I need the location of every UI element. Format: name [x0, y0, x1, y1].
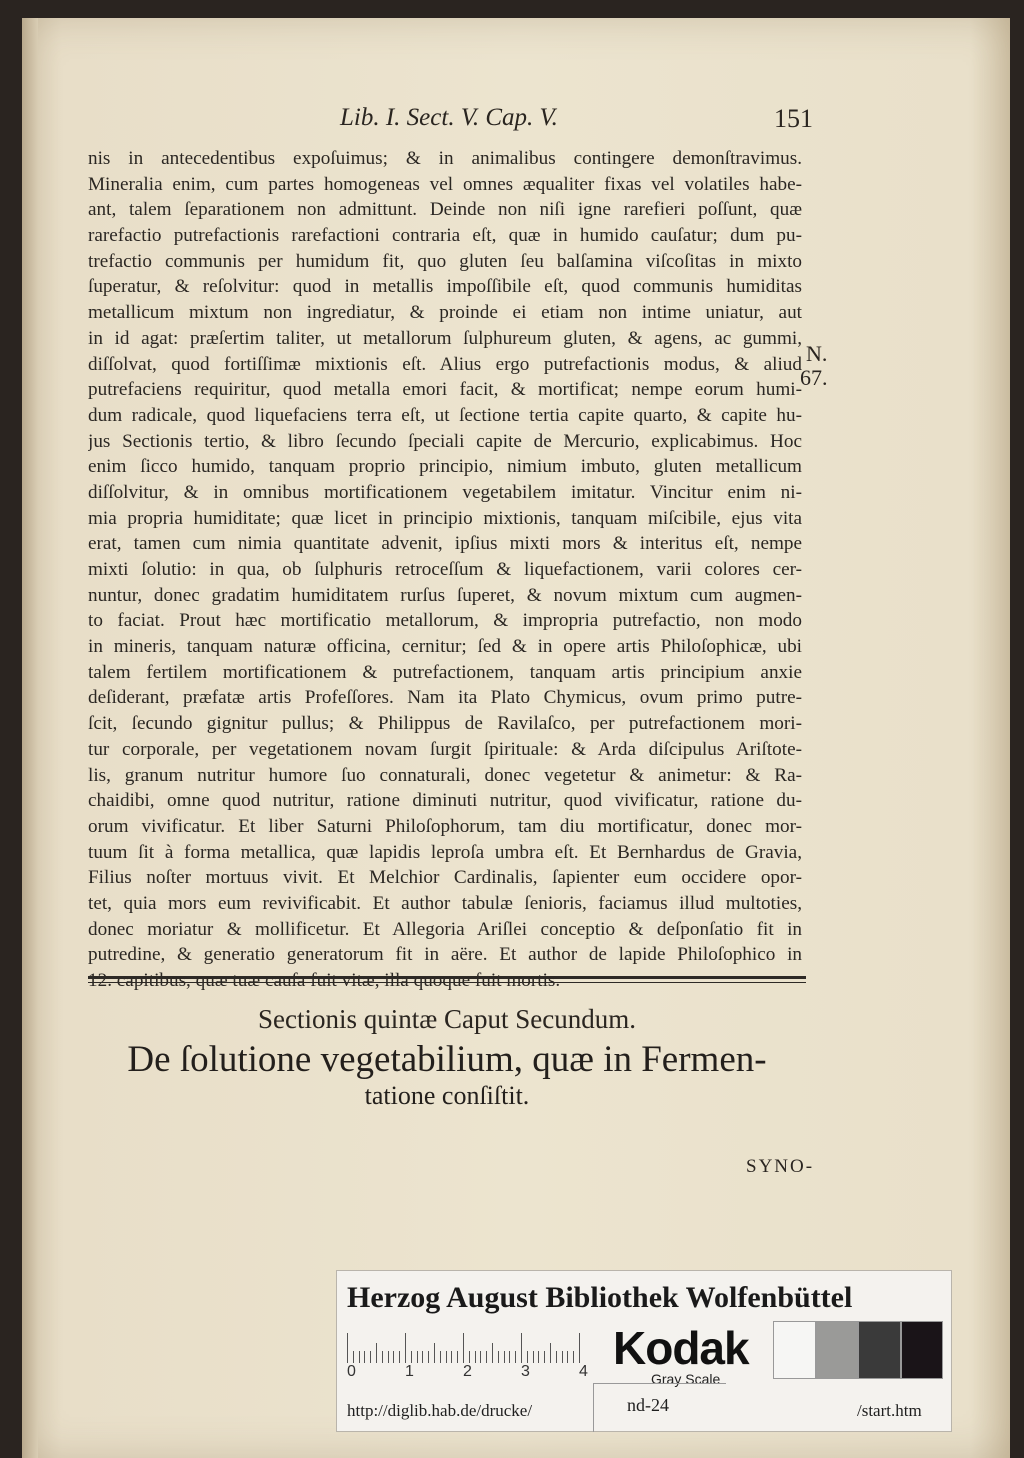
ruler-tick — [463, 1333, 464, 1363]
section-rule — [88, 976, 806, 983]
body-line: ſuperatur, & reſolvitur: quod in metallis impoſſibile eſt, quod communis humiditas — [88, 276, 802, 298]
ruler-tick — [405, 1333, 406, 1363]
ruler-tick — [457, 1351, 458, 1363]
ruler-tick — [521, 1333, 522, 1363]
ruler-tick — [376, 1343, 377, 1363]
ruler-tick — [370, 1351, 371, 1363]
ruler-tick — [550, 1343, 551, 1363]
ruler-tick — [353, 1351, 354, 1363]
body-line: donec moriatur & mollificetur. Et Allegoria Ariſlei conceptio & deſponſatio fit in — [88, 918, 802, 940]
ruler-tick — [422, 1351, 423, 1363]
ruler-tick — [411, 1351, 412, 1363]
ruler-tick — [538, 1351, 539, 1363]
chapter-title — [88, 1039, 806, 1114]
ruler-tick — [359, 1351, 360, 1363]
body-line: ſcit, ſecundo gignitur pullus; & Philippus de Ravilaſco, per putrefactionem mori- — [88, 713, 802, 735]
body-line: orum vivificatur. Et liber Saturni Philoſophorum, tam diu mortificatur, donec mor- — [88, 815, 802, 837]
ruler-tick — [347, 1333, 348, 1363]
marginal-note-line: 67. — [800, 365, 828, 390]
body-line: trefactio communis per humidum fit, quo gluten ſeu balſamina viſcoſitas in mixto — [88, 250, 802, 272]
kodak-logo: Kodak — [613, 1322, 749, 1374]
ruler-tick — [504, 1351, 505, 1363]
ruler-tick — [480, 1351, 481, 1363]
body-line: tet, quia mors eum revivificabit. Et author tabulæ ſenioris, faciamus illud multoties, — [88, 892, 802, 914]
ruler-tick — [393, 1351, 394, 1363]
body-line: mixti ſolutio: in qua, ob ſulphuris retroceſſum & liquefactionem, varii colores cer- — [88, 559, 802, 580]
body-line: Mineralia enim, cum partes homogeneas vel omnes æqualiter fixas vel volatiles habe- — [88, 173, 802, 195]
library-name: Herzog August Bibliothek Wolfenbüttel — [347, 1281, 853, 1314]
ruler-numbers — [347, 1363, 597, 1383]
ruler-tick — [579, 1333, 580, 1363]
catchword: SYNO- — [746, 1156, 815, 1177]
marginal-note-line: N. — [806, 341, 828, 366]
body-line: putrefaciens requiritur, quod metalla emori facit, & mortificat; nempe eorum humi- — [88, 379, 802, 401]
ruler-tick — [388, 1351, 389, 1363]
ruler-tick — [475, 1351, 476, 1363]
body-line: chaidibi, omne quod nutritur, ratione diminuti nutritur, quod vivificatur, ratione du- — [88, 790, 802, 812]
body-line: nis in antecedentibus expoſuimus; & in animalibus contingere demonſtravimus. — [88, 148, 802, 169]
ruler-tick — [562, 1351, 563, 1363]
body-line: erat, tamen cum nimia quantitate advenit, ipſius mixti mors & interitus eſt, nempe — [88, 533, 802, 555]
gray-swatch — [858, 1321, 901, 1379]
gray-swatch — [901, 1321, 944, 1379]
ruler-tick — [364, 1351, 365, 1363]
ruler-tick — [527, 1351, 528, 1363]
body-line: talem fertilem mortificationem & putrefactionem, tanquam artis principium anxie — [88, 661, 802, 683]
ruler-tick — [446, 1351, 447, 1363]
body-line: enim ſicco humido, tanquam proprio principio, nimium imbuto, gluten metallicum — [88, 456, 802, 478]
body-line: tuum ſit à forma metallica, quæ lapidis leproſa umbra eſt. Et Bernhardus de Gravia, — [88, 841, 802, 863]
ruler-tick — [544, 1351, 545, 1363]
body-text — [88, 146, 802, 994]
archive-label — [336, 1270, 952, 1432]
page-number: 151 — [774, 104, 813, 133]
gray-swatch — [816, 1321, 859, 1379]
section-heading: Sectionis quintæ Caput Secundum. — [258, 1004, 636, 1034]
body-line: diſſolvat, quod fortiſſimæ mixtionis eſt. Alius ergo putrefactionis modus, & aliud — [88, 353, 802, 375]
url-suffix: /start.htm — [857, 1401, 922, 1420]
ruler-tick — [492, 1343, 493, 1363]
body-line: jus Sectionis tertio, & libro ſecundo ſpeciali capite de Mercurio, explicabimus. Hoc — [88, 430, 802, 452]
ruler-scale — [347, 1329, 587, 1363]
chapter-title-line: tatione conſiſtit. — [364, 1081, 530, 1110]
ruler-tick — [440, 1351, 441, 1363]
ruler-number: 0 — [347, 1363, 356, 1380]
body-line: dum radicale, quod liquefaciens terra eſt, ut ſectione tertia capite quarto, & capite hu- — [88, 404, 802, 426]
running-head — [22, 104, 1010, 144]
ruler-number: 3 — [521, 1363, 530, 1380]
ruler-tick — [509, 1351, 510, 1363]
body-line: deſiderant, præfatæ artis Profeſſores. Nam ita Plato Chymicus, ovum primo putre- — [88, 687, 802, 709]
ruler-tick — [428, 1351, 429, 1363]
ruler-tick — [486, 1351, 487, 1363]
ruler-number: 1 — [405, 1363, 414, 1380]
ruler-tick — [573, 1351, 574, 1363]
gray-scale-swatches — [773, 1321, 943, 1377]
body-line: metallicum mixtum non ingrediatur, & proinde ei etiam non intime uniatur, aut — [88, 302, 802, 324]
ruler-tick — [515, 1351, 516, 1363]
gray-swatch — [773, 1321, 816, 1379]
body-line: to faciat. Prout hæc mortificatio metallorum, & impropria putrefactio, non modo — [88, 610, 802, 632]
body-line: tur corporale, per vegetationem novam ſurgit ſpirituale: & Arda diſcipulus Ariſtote- — [88, 738, 802, 760]
shelfmark: nd-24 — [627, 1395, 669, 1415]
body-line: putredine, & generatio generatorum fit in aëre. Et author de lapide Philoſophico in — [88, 944, 802, 966]
ruler-tick — [556, 1351, 557, 1363]
ruler-number: 2 — [463, 1363, 472, 1380]
gray-scale-label: Gray Scale — [651, 1371, 721, 1387]
body-line: mia propria humiditate; quæ licet in principio mixtionis, tanquam miſcibile, ejus vita — [88, 507, 802, 529]
ruler-tick — [498, 1351, 499, 1363]
chapter-title-line: De ſolutione vegetabilium, quæ in Fermen- — [127, 1039, 767, 1080]
body-line: lis, granum nutritur humore ſuo connaturali, donec vegetetur & animetur: & Ra- — [88, 764, 802, 786]
page-gutter — [22, 18, 38, 1458]
running-head-title: Lib. I. Sect. V. Cap. V. — [340, 104, 558, 131]
ruler-tick — [434, 1343, 435, 1363]
body-line: 12. capitibus, quæ tuæ cauſa fuit vitæ, illa quoque fuit mortis. — [88, 970, 561, 991]
body-line: Filius noſter mortuus vivit. Et Melchior Cardinalis, ſapienter eum occidere opor- — [88, 867, 802, 889]
body-line: diſſolvitur, & in omnibus mortificationem vegetabilem imitatur. Vincitur enim ni- — [88, 481, 802, 503]
book-page — [22, 18, 1010, 1458]
ruler-tick — [469, 1351, 470, 1363]
body-line: ant, talem ſeparationem non admittunt. Deinde non niſi igne rarefieri poſſunt, quæ — [88, 199, 802, 221]
ruler-tick — [399, 1351, 400, 1363]
marginal-note — [800, 341, 828, 390]
ruler-tick — [533, 1351, 534, 1363]
ruler-tick — [567, 1351, 568, 1363]
ruler-tick — [451, 1351, 452, 1363]
body-line: rarefactio putrefactionis rarefactioni contraria eſt, quæ in humido cauſatur; dum pu- — [88, 225, 802, 247]
body-line: in mineris, tanquam naturæ officina, cernitur; ſed & in opere artis Philoſophicæ, ubi — [88, 636, 802, 658]
url-prefix: http://diglib.hab.de/drucke/ — [347, 1401, 533, 1420]
body-line: in id agat: præſertim taliter, ut metallorum ſulphureum gluten, & agens, ac gummi, — [88, 327, 802, 349]
ruler-number: 4 — [579, 1363, 588, 1380]
ruler-tick — [382, 1351, 383, 1363]
body-line: nuntur, donec gradatim humiditatem rurſus ſuperet, & novum mixtum cum augmen- — [88, 584, 802, 606]
ruler-tick — [417, 1351, 418, 1363]
